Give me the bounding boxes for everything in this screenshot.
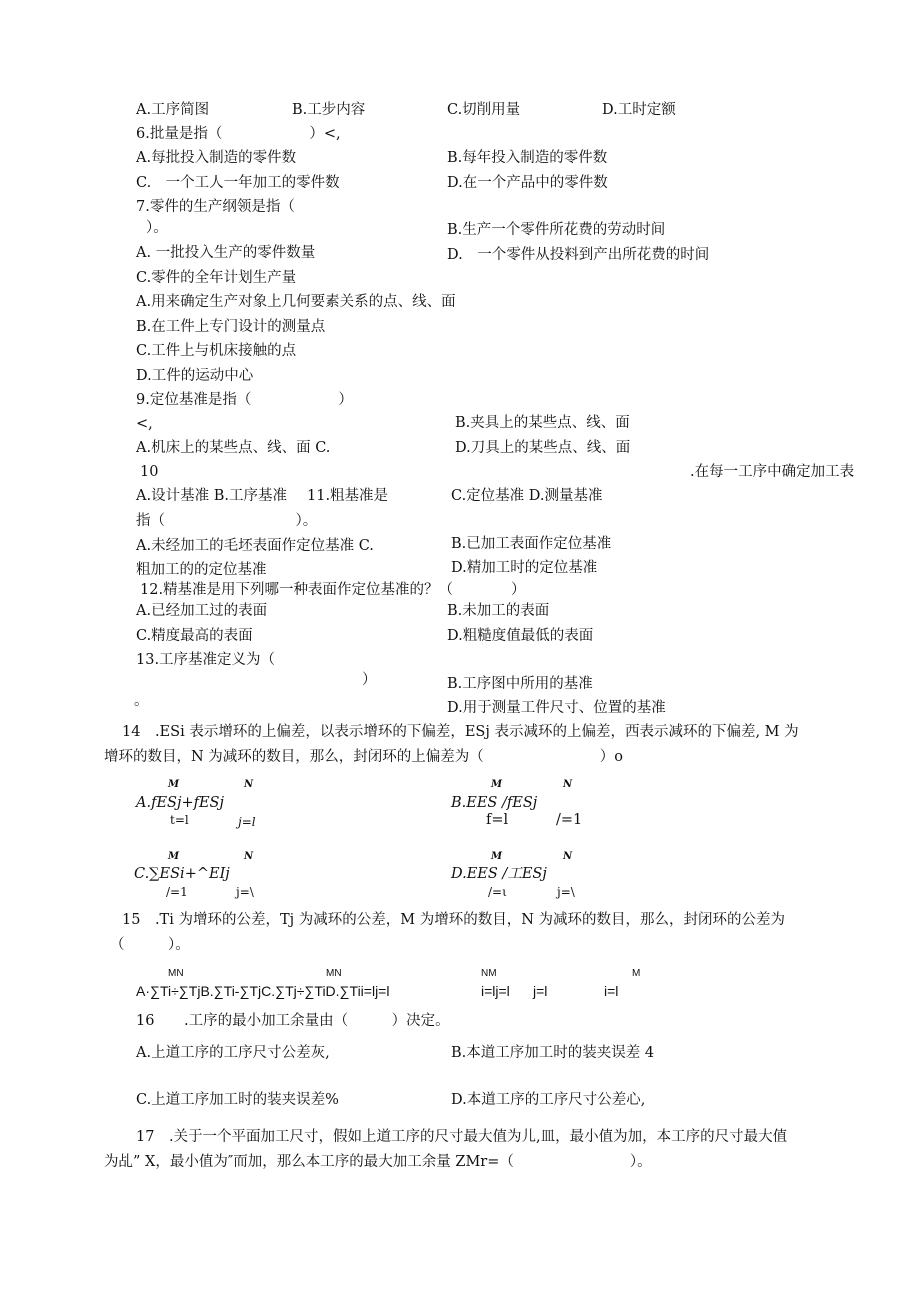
q9-stem-tail: <,: [136, 416, 153, 432]
q7-option-d: D. 一个零件从投料到产出所花费的时间: [447, 247, 710, 263]
q6-option-d: D.在一个产品中的零件数: [447, 175, 608, 191]
q11-option-b: B.已加工表面作定位基准: [451, 536, 612, 552]
q8-option-c: C.工件上与机床接触的点: [136, 343, 297, 359]
q12-option-c: C.精度最高的表面: [136, 628, 253, 644]
q11-stem-cont: 指（ ）。: [136, 513, 318, 529]
q6-option-b: B.每年投入制造的零件数: [447, 150, 608, 166]
q14-d-sub-2: j=\: [557, 885, 575, 899]
q6-option-c: C. 一个工人一年加工的零件数: [136, 175, 340, 191]
q15-sup-4: M: [632, 968, 641, 979]
q14-d-sub-1: /=ι: [488, 885, 507, 899]
q15-options: A·∑Ti÷∑TjB.∑Ti-∑TjC.∑Tj÷∑TiD.∑Tii=lj=l: [136, 983, 390, 999]
q13-period: 。: [134, 693, 149, 709]
q5-option-a: A.工序简图: [136, 102, 210, 118]
q16-option-d: D.本道工序的工序尺寸公差心,: [451, 1092, 646, 1108]
q15-sub-4: i=l: [604, 983, 619, 999]
q12-option-d: D.粗糙度值最低的表面: [447, 628, 594, 644]
q12-stem: 12.精基准是用下列哪一种表面作定位基准的？（ ）: [140, 582, 526, 598]
q14-d-sup-n: N: [563, 851, 573, 862]
q16-number: 16: [136, 1013, 155, 1029]
q13-close-paren: ）: [362, 672, 377, 688]
q14-b-sup-n: N: [563, 779, 573, 790]
q13-option-d: D.用于测量工件尺寸、位置的基准: [447, 700, 666, 716]
q15-sup-3: NM: [481, 968, 497, 979]
q16-option-b: B.本道工序加工时的装夹误差 4: [451, 1045, 655, 1061]
q7-option-a: A. 一批投入生产的零件数量: [136, 245, 316, 261]
q14-a-sup-m: M: [168, 779, 180, 790]
q13-option-b: B.工序图中所用的基准: [447, 676, 593, 692]
q5-option-c: C.切削用量: [447, 102, 521, 118]
q12-option-b: B.未加工的表面: [447, 603, 550, 619]
q14-d-sup-m: M: [491, 851, 503, 862]
q15-sup-2: MN: [326, 968, 342, 979]
q7-option-c: C.零件的全年计划生产量: [136, 270, 297, 286]
q7-option-b: B.生产一个零件所花费的劳动时间: [447, 222, 666, 238]
q14-b-sub-1: f=l: [486, 812, 509, 828]
q11-option-d: D.精加工时的定位基准: [451, 560, 598, 576]
q14-b-sup-m: M: [491, 779, 503, 790]
q14-c-sub-2: j=\: [236, 885, 254, 899]
q14-a-sub-2: j=l: [238, 815, 256, 829]
q15-sup-1: MN: [168, 968, 184, 979]
q7-stem-close: ）。: [146, 220, 168, 236]
q5-option-d: D.工时定额: [602, 102, 676, 118]
q11-stem: 11.粗基准是: [307, 488, 389, 504]
q14-a-sup-n: N: [244, 779, 254, 790]
q14-option-c: C.∑ESi+^EIj: [134, 866, 230, 882]
q9-option-a: A.机床上的某些点、线、面 C.: [136, 440, 331, 456]
q5-option-b: B.工步内容: [292, 102, 366, 118]
q14-c-sub-1: /=1: [166, 885, 188, 899]
q16-option-c: C.上道工序加工时的装夹误差%: [136, 1092, 339, 1108]
q14-option-d: D.EES /工ESj: [451, 866, 547, 882]
q14-c-sup-n: N: [244, 851, 254, 862]
q17-line-1: 17 .关于一个平面加工尺寸，假如上道工序的尺寸最大值为儿,皿，最小值为加，本工序的尺寸最大值: [136, 1129, 788, 1145]
q15-sub-2: i=lj=l: [481, 983, 510, 999]
q7-stem: 7.零件的生产纲领是指（: [136, 199, 295, 215]
q8-option-d: D.工件的运动中心: [136, 368, 254, 384]
q15-line-2: （ ）。: [110, 937, 190, 953]
q17-line-2: 为乩” X，最小值为″而加，那么本工序的最大加工余量 ZMr=（ ）。: [104, 1154, 652, 1170]
q14-line-1: 14 .ESi 表示增环的上偏差，以表示增环的下偏差，ESj 表示减环的上偏差，西表示减环的下偏差, M 为: [122, 724, 799, 740]
q14-option-b: B.EES /fESj: [451, 795, 538, 811]
q6-stem: 6.批量是指（ ）<,: [136, 126, 341, 142]
q14-a-sub-1: t=l: [170, 813, 189, 827]
q10-options-cd: C.定位基准 D.测量基准: [451, 488, 603, 504]
q6-option-a: A.每批投入制造的零件数: [136, 150, 297, 166]
q10-stem: .在每一工序中确定加工表: [690, 464, 855, 480]
q14-c-sup-m: M: [168, 851, 180, 862]
q11-option-a: A.未经加工的毛坯表面作定位基准 C.: [136, 538, 374, 554]
q14-b-sub-2: /=1: [556, 812, 583, 828]
q9-option-d: D.刀具上的某些点、线、面: [455, 440, 631, 456]
q12-option-a: A.已经加工过的表面: [136, 603, 268, 619]
q16-option-a: A.上道工序的工序尺寸公差灰,: [136, 1045, 330, 1061]
q10-options-ab: A.设计基准 B.工序基准: [136, 488, 287, 504]
q15-line-1: 15 .Ti 为增环的公差，Tj 为减环的公差，M 为增环的数目，N 为减环的数目，那么，封闭环的公差为: [122, 912, 786, 928]
q16-stem: .工序的最小加工余量由（ ）决定。: [184, 1013, 450, 1029]
q8-option-a: A.用来确定生产对象上几何要素关系的点、线、面: [136, 294, 456, 310]
q10-number: 10: [140, 464, 159, 480]
q11-option-c-cont: 粗加工的的定位基准: [136, 562, 267, 578]
q13-stem: 13.工序基准定义为（: [136, 652, 276, 668]
q9-option-b: B.夹具上的某些点、线、面: [455, 415, 630, 431]
q14-option-a: A.fESj+fESj: [136, 795, 224, 811]
q8-option-b: B.在工件上专门设计的测量点: [136, 319, 326, 335]
q9-stem: 9.定位基准是指（ ）: [136, 392, 353, 408]
q14-line-2: 增环的数目，N 为减环的数目，那么，封闭环的上偏差为（ ）o: [104, 749, 624, 765]
q15-sub-3: j=l: [533, 983, 548, 999]
